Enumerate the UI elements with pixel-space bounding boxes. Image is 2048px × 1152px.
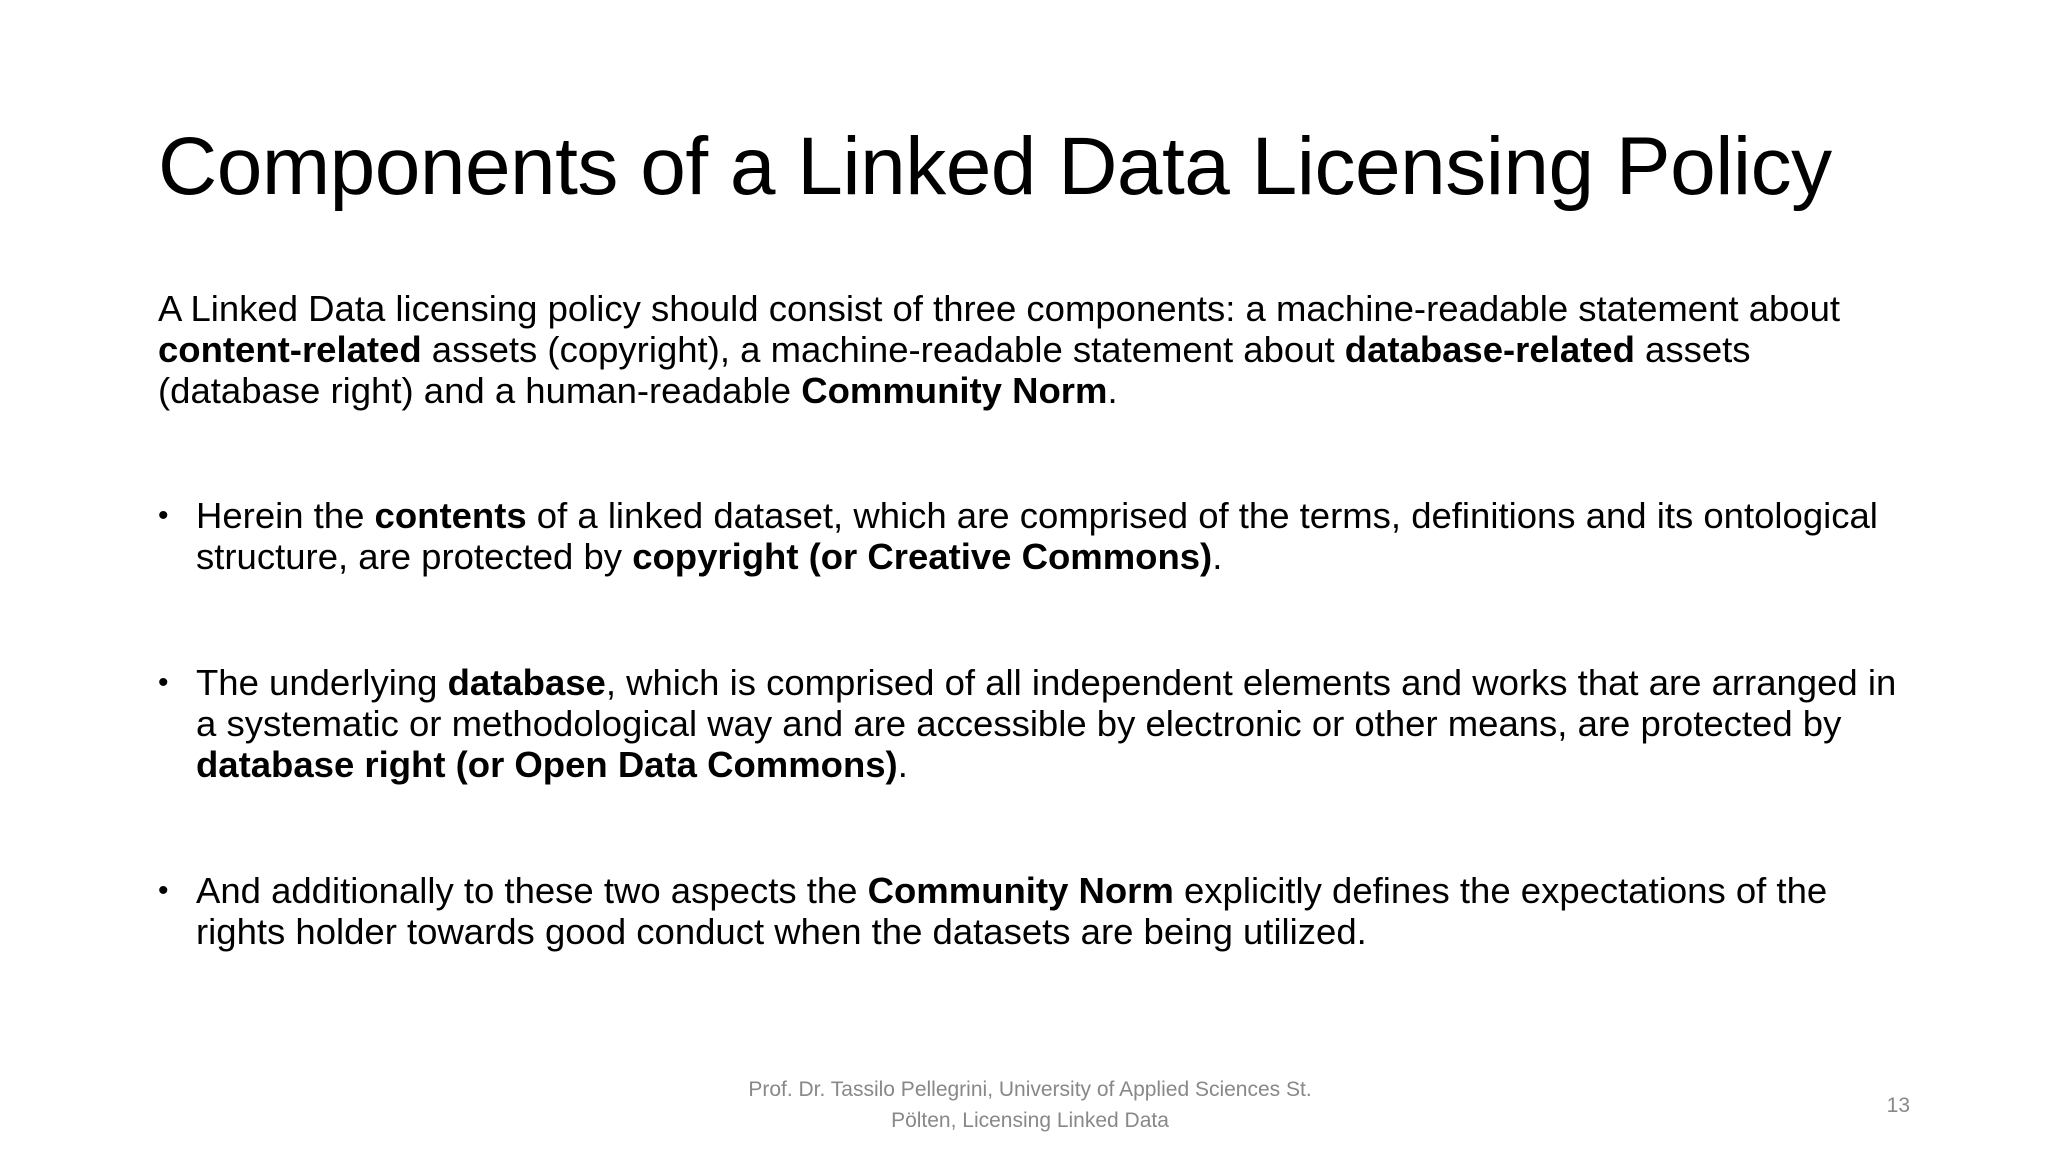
bullet-1-text-2: of a linked dataset, which are comprised of the terms, definitions and its ontological structure, are protected by: [196, 495, 1878, 577]
bullet-2-bold-database: database: [447, 662, 606, 703]
bullet-2-text-2: , which is comprised of all independent elements and works that are arranged in a systematic or methodological way and are accessible by electronic or other means, are protected by: [196, 662, 1897, 744]
bullet-1-text-1: Herein the: [196, 495, 375, 536]
footer-line-2: Pölten, Licensing Linked Data: [891, 1109, 1169, 1132]
bullet-2-bold-database-right: database right (or Open Data Commons): [196, 744, 898, 785]
slide-title: Components of a Linked Data Licensing Policy: [158, 121, 1832, 212]
intro-text-4: .: [1107, 370, 1118, 411]
intro-text-3: assets (database right) and a human-readable: [158, 329, 1751, 411]
bullet-1-bold-copyright: copyright (or Creative Commons): [632, 536, 1213, 577]
intro-bold-database-related: database-related: [1344, 329, 1635, 370]
bullet-dot-icon: •: [158, 666, 169, 699]
bullet-2-text-1: The underlying: [196, 662, 448, 703]
bullet-1-bold-contents: contents: [374, 495, 527, 536]
bullet-item-database: [158, 662, 1918, 785]
page-number: 13: [1886, 1094, 1910, 1117]
footer-line-1: Prof. Dr. Tassilo Pellegrini, University of Applied Sciences St.: [748, 1078, 1312, 1101]
intro-bold-community-norm: Community Norm: [801, 370, 1108, 411]
intro-bold-content-related: content-related: [158, 329, 422, 370]
bullet-dot-icon: •: [158, 874, 169, 907]
bullet-3-text-1: And additionally to these two aspects the: [196, 870, 868, 911]
intro-text-2: assets (copyright), a machine-readable statement about: [421, 329, 1345, 370]
bullet-item-contents: [158, 495, 1918, 577]
bullet-2-text-3: .: [897, 744, 908, 785]
bullet-item-community-norm: [158, 870, 1918, 952]
bullet-list: [158, 495, 1918, 952]
bullet-3-text-2: explicitly defines the expectations of the rights holder towards good conduct when the datasets are being utilized.: [196, 870, 1828, 952]
intro-paragraph: [158, 288, 1918, 411]
slide-footer: [680, 1074, 1380, 1136]
bullet-3-bold-community-norm: Community Norm: [867, 870, 1174, 911]
intro-text-1: A Linked Data licensing policy should consist of three components: a machine-readable statement about: [158, 288, 1841, 329]
slide-body: [158, 288, 1918, 952]
bullet-1-text-3: .: [1212, 536, 1223, 577]
bullet-dot-icon: •: [158, 499, 169, 532]
